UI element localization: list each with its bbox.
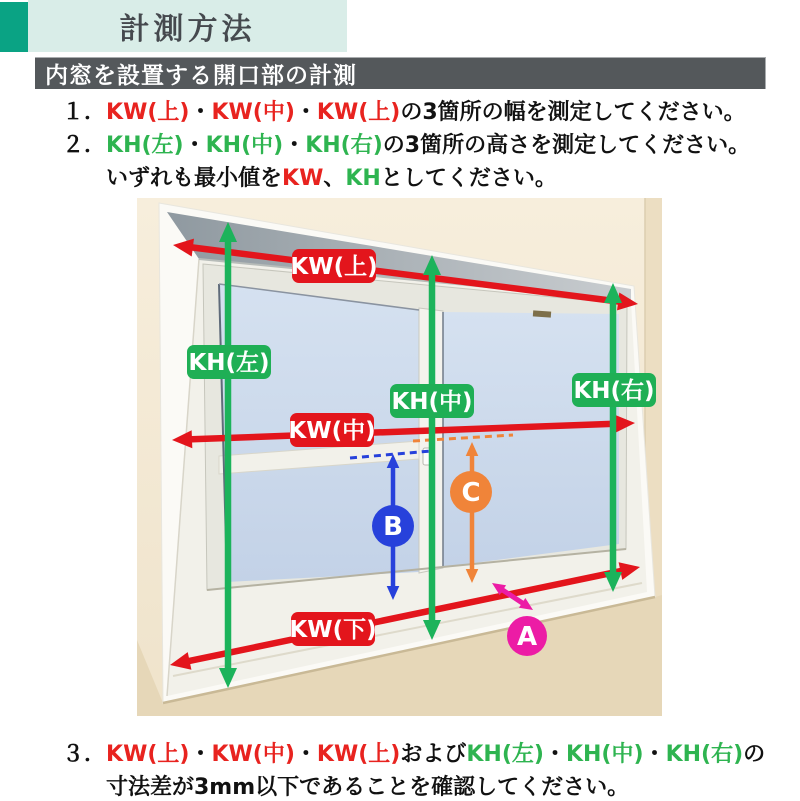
instruction-step-3-cont: 寸法差が3mm以下であることを確認してください。 [106,775,630,800]
kh-left-label-text: KH(左) [188,350,270,376]
circle-c-text: C [461,478,481,508]
circle-a-text: A [516,622,538,652]
page-title: 計測方法 [119,12,256,47]
right-glass [443,312,619,567]
header-accent-square [0,2,28,52]
kw-top-label-text: KW(上) [290,254,378,280]
instruction-step-1: １．KW(上)・KW(中)・KW(上)の3箇所の幅を測定してください。 [62,100,746,125]
window-photo [137,198,662,716]
kh-right-label-text: KH(右) [573,378,655,404]
kh-mid-label-text: KH(中) [391,389,473,415]
instruction-step-3: ３．KW(上)・KW(中)・KW(上)およびKH(左)・KH(中)・KH(右)の [62,742,766,767]
sash-vent [533,310,551,317]
instruction-step-2: ２．KH(左)・KH(中)・KH(右)の3箇所の高さを測定してください。 [62,133,751,158]
kw-bottom-label-text: KW(下) [289,617,377,643]
header-title-bar [28,0,347,52]
section-title: 内窓を設置する開口部の計測 [45,63,357,89]
measurement-diagram [137,198,662,716]
section-header-bar [35,57,766,89]
circle-b-text: B [383,512,403,542]
kw-mid-label-text: KW(中) [288,418,376,444]
instruction-step-2-cont: いずれも最小値をKW、KHとしてください。 [106,166,557,191]
